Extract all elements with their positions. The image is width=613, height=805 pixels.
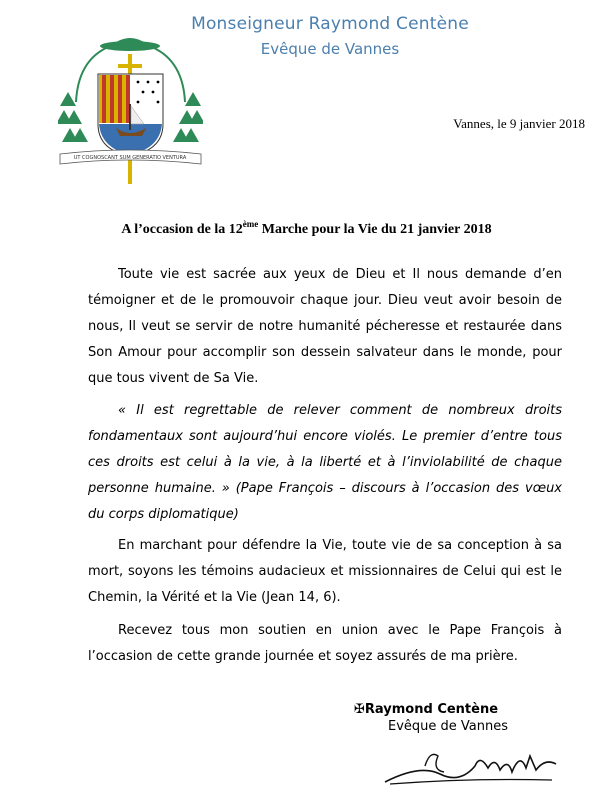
- letter-heading: A l’occasion de la 12ème Marche pour la Vie du 21 janvier 2018: [121, 219, 492, 237]
- paragraph: Recevez tous mon soutien en union avec le Pape François à l’occasion de cette grande journée et soyez assurés de ma prière.: [88, 623, 562, 664]
- pope-quote: « Il est regrettable de relever comment de nombreux droits fondamentaux sont aujourd’hui encore violés. Le premier d’entre tous ces droits est celui à la vie, à la liberté et à l’inviolabilité de chaque personne humaine. » (Pape François – discours à l’occasion des vœux du corps diplomatique): [88, 403, 562, 522]
- paragraph: Toute vie est sacrée aux yeux de Dieu et Il nous demande d’en témoigner et de le promouvoir chaque jour. Dieu veut avoir besoin de nous, Il veut se servir de notre humanité pécheresse et restaurée dans Son Amour pour accomplir son dessein salvateur dans le monde, pour que tous vivent de Sa Vie.: [88, 267, 562, 386]
- handwritten-signature-icon: [380, 744, 560, 789]
- letterhead-title: Monseigneur Raymond Centène: [191, 14, 469, 34]
- letter-date: Vannes, le 9 janvier 2018: [453, 116, 585, 131]
- signatory-name: ✠Raymond Centène: [354, 702, 499, 717]
- svg-text:UT COGNOSCANT SUM GENERATIO VE: UT COGNOSCANT SUM GENERATIO VENTURA: [73, 155, 187, 161]
- letterhead-subtitle: Evêque de Vannes: [260, 40, 400, 58]
- signatory-title: Evêque de Vannes: [388, 719, 509, 734]
- paragraph: En marchant pour défendre la Vie, toute vie de sa conception à sa mort, soyons les témoins audacieux et missionnaires de Celui qui est le Chemin, la Vérité et la Vie (Jean 14, 6).: [88, 538, 562, 605]
- coat-of-arms-icon: [58, 32, 203, 187]
